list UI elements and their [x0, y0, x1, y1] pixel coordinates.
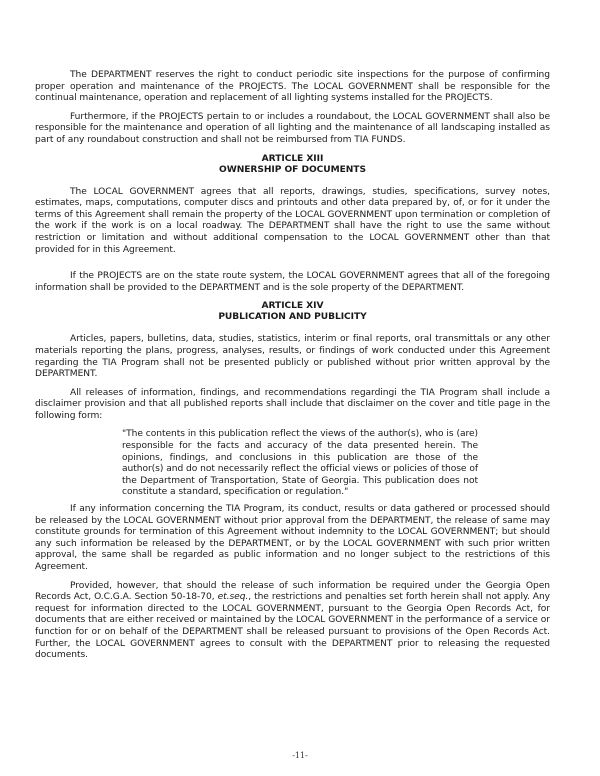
- paragraph-unapproved-release: If any information concerning the TIA Program, its conduct, results or data gathered or processed should be released by the LOCAL GOVERNMENT without prior approval from the DEPARTMENT, the release of same may constitute grounds for termination of this Agreement without indemnity to the LOCAL GOVERNMENT; but should any such information be released by the DEPARTMENT, or by the LOCAL GOVERNMENT with such prior written approval, the same shall be regarded as public information and no longer subject to the restrictions of this Agreement.: [35, 504, 550, 572]
- paragraph-open-records: [35, 581, 550, 662]
- article-13-heading: [35, 154, 550, 176]
- open-records-text-2: , the restrictions and penalties set forth herein shall not apply. Any request for information directed to the LOCAL GOVERNMENT, pursuant to the Georgia Open Records Act, for documents that are either received or maintained by the LOCAL GOVERNMENT in the performance of a service or function for or on behalf of the DEPARTMENT shall be released pursuant to provisions of the Open Records Act. Further, the LOCAL GOVERNMENT agrees to consult with the DEPARTMENT prior to releasing the requested documents.: [35, 592, 550, 661]
- paragraph-site-inspections: The DEPARTMENT reserves the right to conduct periodic site inspections for the purpose of confirming proper operation and maintenance of the PROJECTS. The LOCAL GOVERNMENT shall be responsible for the continual maintenance, operation and replacement of all lighting systems installed for the PROJECTS.: [35, 70, 550, 104]
- open-records-text-1: Provided, however, that should the release of such information be required under the Georgia Open Records Act, O.C.G.A. Section 50-18-70,: [35, 580, 550, 603]
- article-14-number: ARTICLE XIV: [261, 301, 324, 312]
- document-page: [35, 70, 550, 669]
- paragraph-ownership: The LOCAL GOVERNMENT agrees that all reports, drawings, studies, specifications, survey notes, estimates, maps, computations, computer discs and printouts and other data prepared by, of, or for it under the terms of this Agreement shall remain the property of the LOCAL GOVERNMENT upon termination or completion of the work if the work is on a local roadway. The DEPARTMENT shall have the right to use the same without restriction or limitation and without additional compensation to the LOCAL GOVERNMENT other than that provided for in this Agreement.: [35, 186, 550, 255]
- paragraph-state-route: If the PROJECTS are on the state route system, the LOCAL GOVERNMENT agrees that all of the foregoing information shall be provided to the DEPARTMENT and is the sole property of the DEPARTMENT.: [35, 271, 550, 293]
- article-13-number: ARTICLE XIII: [261, 153, 324, 164]
- article-13-title: OWNERSHIP OF DOCUMENTS: [219, 164, 366, 175]
- paragraph-roundabout: Furthermore, if the PROJECTS pertain to or includes a roundabout, the LOCAL GOVERNMENT shall also be responsible for the maintenance and operation of all lighting and the maintenance of all landscaping installed as part of any roundabout construction and shall not be reimbursed from TIA FUNDS.: [35, 111, 550, 145]
- paragraph-publication: Articles, papers, bulletins, data, studies, statistics, interim or final reports, oral transmittals or any other materials reporting the plans, progress, analyses, results, or findings of work conducted under this Agreement regarding the TIA Program shall not be presented publicly or published without prior written approval by the DEPARTMENT.: [35, 334, 550, 380]
- article-14-title: PUBLICATION AND PUBLICITY: [218, 312, 367, 323]
- page-number: -11-: [292, 751, 308, 760]
- disclaimer-quote: "The contents in this publication reflect the views of the author(s), who is (are) responsible for the facts and accuracy of the data presented herein. The opinions, findings, and conclusions in this publication are those of the author(s) and do not necessarily reflect the official views or policies of those of the Department of Transportation, State of Georgia. This publication does not constitute a standard, specification or regulation.": [122, 429, 478, 498]
- article-14-heading: [35, 301, 550, 323]
- et-seq-italic: et.seq.: [217, 592, 249, 603]
- paragraph-releases: All releases of information, findings, and recommendations regardingi the TIA Program shall include a disclaimer provision and that all published reports shall include that disclaimer on the cover and title page in the following form:: [35, 387, 550, 421]
